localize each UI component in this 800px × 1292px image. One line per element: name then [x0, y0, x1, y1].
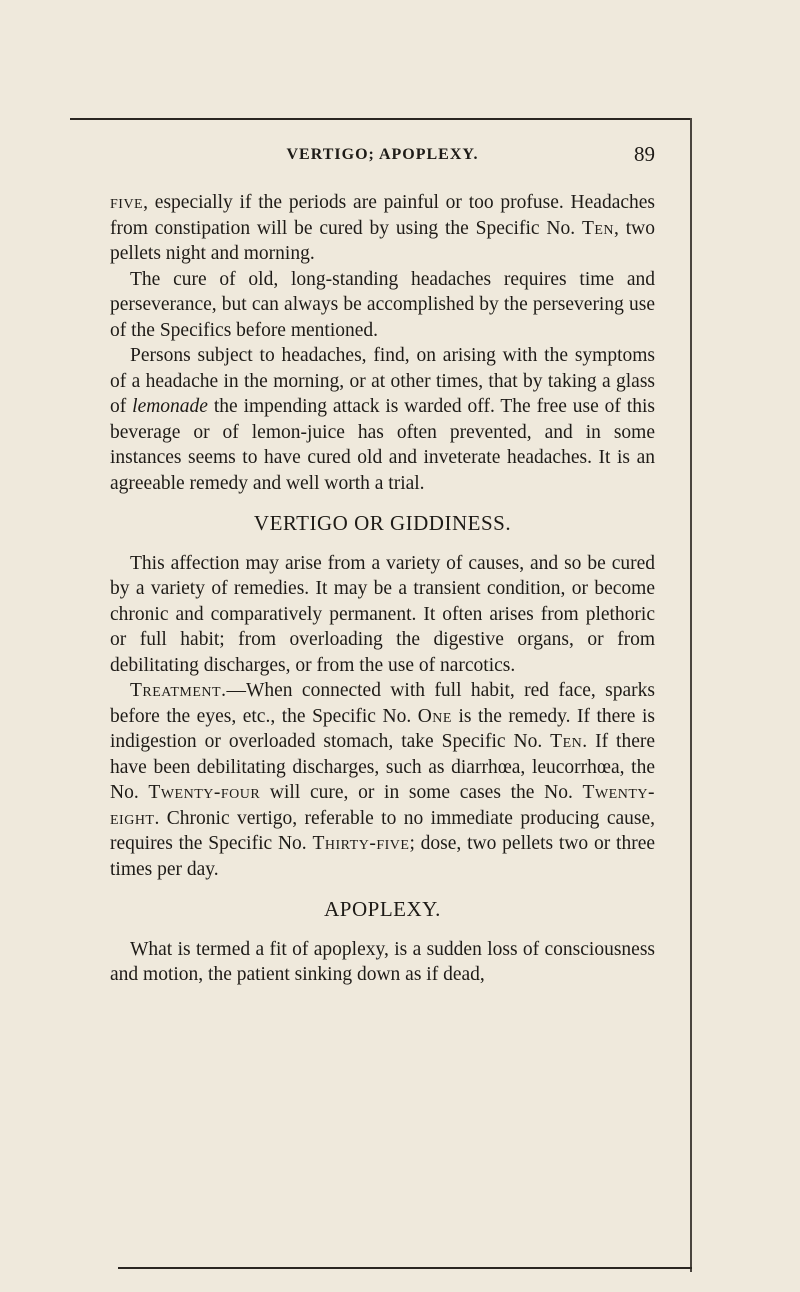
paragraph: [110, 343, 655, 496]
text-run: ; dose, two pellets two or three times per day.: [110, 833, 656, 880]
small-caps-text: One: [417, 705, 452, 727]
text-run: —When connected with full habit, red face, sparks before the eyes, etc., the Specific No.: [110, 680, 655, 727]
text-run: the impending attack is warded off. The free use of this beverage or of lemon-juice has often prevented, and in some instances seems to have cured old and inveterate headaches. It is an agreeable remedy and well worth a trial.: [110, 396, 656, 494]
section-heading-vertigo: VERTIGO OR GIDDINESS.: [253, 511, 512, 535]
small-caps-text: Ten: [581, 217, 615, 239]
body-text: [110, 190, 655, 988]
small-caps-text: Treatment.: [130, 680, 227, 701]
text-run: . If there have been debilitating discharges, such as diarrhœa, leucorrhœa, the No.: [110, 731, 655, 803]
paragraph: This affection may arise from a variety of causes, and so be cured by a variety of remedies. It may be a transient condition, or become chronic and comparatively permanent. It often arises from plethoric or full habit; from overloading the digestive organs, or from debilitating discharges, or from the use of narcotics.: [110, 552, 655, 676]
small-caps-text: Twenty-eight: [110, 782, 655, 829]
paragraph: What is termed a fit of apoplexy, is a sudden loss of consciousness and motion, the patient sinking down as if dead,: [110, 938, 655, 985]
small-caps-text: five: [110, 192, 144, 213]
text-run: Persons subject to headaches, find, on arising with the symptoms of a headache in the morning, or at other times, that by taking a glass of: [110, 345, 655, 417]
text-run: , especially if the periods are painful or too profuse. Headaches from constipation will be cured by using the Specific No.: [110, 192, 655, 239]
paragraph: The cure of old, long-standing headaches requires time and perseverance, but can always be accomplished by the persevering use of the Specifics before mentioned.: [110, 268, 655, 341]
text-run: . Chronic vertigo, referable to no immediate producing cause, requires the Specific No.: [110, 807, 655, 854]
small-caps-text: Thirty-five: [312, 833, 410, 854]
page-number: 89: [634, 142, 655, 166]
paragraph-continued: [110, 190, 655, 267]
section-heading-apoplexy: APOPLEXY.: [324, 897, 441, 921]
text-run: will cure, or in some cases the No.: [260, 782, 583, 803]
small-caps-text: Twenty-four: [148, 782, 261, 803]
text-run: , two pellets night and morning.: [110, 217, 656, 264]
page-header: [110, 142, 655, 172]
running-head: VERTIGO; APOPLEXY.: [286, 146, 479, 163]
paragraph-treatment: [110, 678, 655, 882]
right-rule: [690, 118, 692, 1272]
bottom-rule: [118, 1267, 692, 1269]
top-rule: [70, 118, 692, 120]
italic-text: lemonade: [132, 396, 208, 417]
small-caps-text: Ten: [550, 731, 583, 752]
text-run: is the remedy. If there is indigestion or overloaded stomach, take Specific No.: [110, 705, 655, 752]
